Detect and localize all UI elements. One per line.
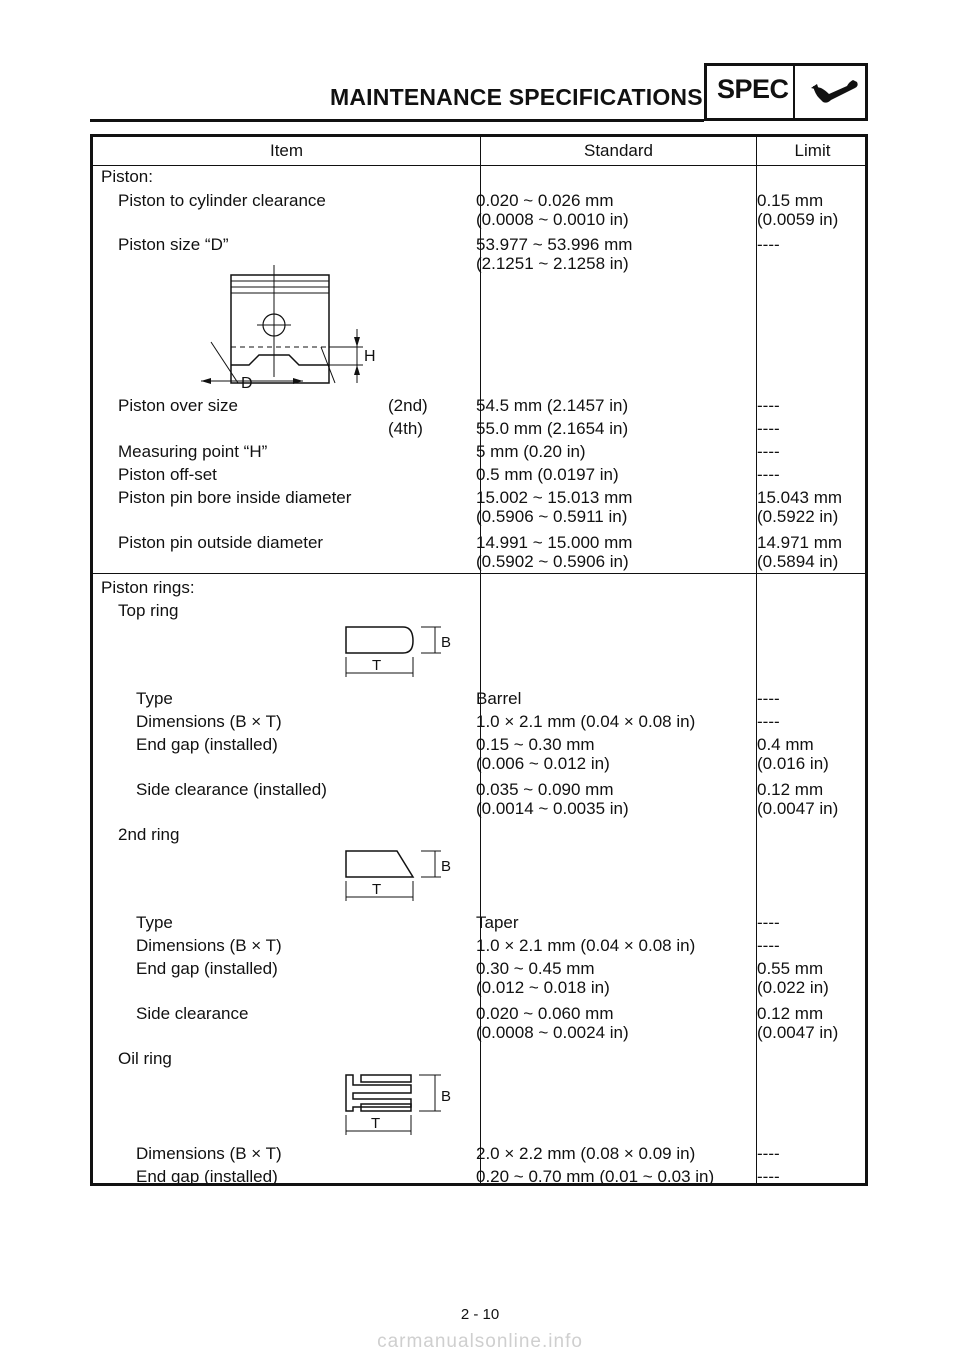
- top-ring-type-std: Barrel: [476, 689, 522, 708]
- piston-clearance-limit-in: (0.0059 in): [757, 210, 839, 229]
- piston-heading: Piston:: [101, 167, 153, 186]
- top-ring-label-t: T: [372, 657, 382, 674]
- piston-size-label: Piston size “D”: [118, 235, 229, 254]
- pin-bore-std: 15.002 ~ 15.013 mm: [476, 488, 633, 507]
- pin-od-std: 14.991 ~ 15.000 mm: [476, 533, 633, 552]
- top-ring-type-label: Type: [136, 689, 173, 708]
- second-ring-endgap-limit: 0.55 mm: [757, 959, 824, 978]
- oil-ring-label-b: B: [441, 1088, 452, 1105]
- piston-clearance-limit: 0.15 mm: [757, 191, 824, 210]
- page-title: MAINTENANCE SPECIFICATIONS: [330, 84, 703, 110]
- oil-ring-endgap-limit: ----: [757, 1167, 780, 1186]
- top-ring-endgap-std: 0.15 ~ 0.30 mm: [476, 735, 595, 754]
- piston-size-limit: ----: [757, 235, 780, 254]
- spec-badge-divider: [793, 66, 795, 118]
- top-ring-side-std-in: (0.0014 ~ 0.0035 in): [476, 799, 629, 818]
- title-rule: [90, 119, 704, 122]
- second-ring-type-label: Type: [136, 913, 173, 932]
- top-ring-dims-label: Dimensions (B × T): [136, 712, 282, 731]
- section-rule: [93, 573, 865, 574]
- second-ring-type-std: Taper: [476, 913, 519, 932]
- piston-clearance-label: Piston to cylinder clearance: [118, 191, 326, 210]
- pin-bore-limit-in: (0.5922 in): [757, 507, 839, 526]
- top-ring-endgap-limit: 0.4 mm: [757, 735, 814, 754]
- top-ring-side-std: 0.035 ~ 0.090 mm: [476, 780, 614, 799]
- piston-diagram: [193, 257, 393, 392]
- measuring-point-limit: ----: [757, 442, 780, 461]
- wrench-icon: [809, 78, 861, 108]
- piston-size-std-in: (2.1251 ~ 2.1258 in): [476, 254, 629, 273]
- piston-clearance-std-in: (0.0008 ~ 0.0010 in): [476, 210, 629, 229]
- piston-clearance-std: 0.020 ~ 0.026 mm: [476, 191, 614, 210]
- top-ring-type-limit: ----: [757, 689, 780, 708]
- piston-oversize-limit1: ----: [757, 396, 780, 415]
- column-header-standard: Standard: [584, 141, 653, 160]
- top-ring-diagram: [341, 623, 461, 679]
- pin-od-limit: 14.971 mm: [757, 533, 843, 552]
- rings-heading: Piston rings:: [101, 578, 195, 597]
- piston-oversize-std2: 55.0 mm (2.1654 in): [476, 419, 629, 438]
- second-ring-endgap-label: End gap (installed): [136, 959, 278, 978]
- top-ring-endgap-std-in: (0.006 ~ 0.012 in): [476, 754, 610, 773]
- second-ring-dims-label: Dimensions (B × T): [136, 936, 282, 955]
- pin-od-limit-in: (0.5894 in): [757, 552, 839, 571]
- top-ring-label: Top ring: [118, 601, 179, 620]
- second-ring-label-t: T: [372, 881, 382, 898]
- piston-offset-std: 0.5 mm (0.0197 in): [476, 465, 619, 484]
- diagram-label-h: H: [364, 348, 376, 365]
- oil-ring-diagram: [341, 1071, 461, 1141]
- second-ring-side-limit-in: (0.0047 in): [757, 1023, 839, 1042]
- second-ring-side-limit: 0.12 mm: [757, 1004, 824, 1023]
- oil-ring-label: Oil ring: [118, 1049, 172, 1068]
- oil-ring-dims-std: 2.0 × 2.2 mm (0.08 × 0.09 in): [476, 1144, 696, 1163]
- piston-offset-label: Piston off-set: [118, 465, 217, 484]
- top-ring-dims-std: 1.0 × 2.1 mm (0.04 × 0.08 in): [476, 712, 696, 731]
- second-ring-dims-limit: ----: [757, 936, 780, 955]
- piston-oversize-label: Piston over size: [118, 396, 238, 415]
- second-ring-endgap-std-in: (0.012 ~ 0.018 in): [476, 978, 610, 997]
- top-ring-side-limit: 0.12 mm: [757, 780, 824, 799]
- second-ring-side-std-in: (0.0008 ~ 0.0024 in): [476, 1023, 629, 1042]
- oil-ring-endgap-label: End gap (installed): [136, 1167, 278, 1186]
- column-header-item: Item: [269, 141, 304, 160]
- diagram-label-d: D: [241, 375, 253, 392]
- second-ring-label-b: B: [441, 858, 452, 875]
- second-ring-diagram: [341, 847, 461, 903]
- piston-size-std: 53.977 ~ 53.996 mm: [476, 235, 633, 254]
- watermark: carmanualsonline.info: [377, 1331, 583, 1352]
- top-ring-endgap-limit-in: (0.016 in): [757, 754, 829, 773]
- second-ring-type-limit: ----: [757, 913, 780, 932]
- top-ring-side-label: Side clearance (installed): [136, 780, 327, 799]
- top-ring-side-limit-in: (0.0047 in): [757, 799, 839, 818]
- piston-oversize-std1: 54.5 mm (2.1457 in): [476, 396, 629, 415]
- pin-bore-limit: 15.043 mm: [757, 488, 843, 507]
- second-ring-endgap-limit-in: (0.022 in): [757, 978, 829, 997]
- piston-oversize-limit2: ----: [757, 419, 780, 438]
- top-ring-label-b: B: [441, 634, 452, 651]
- oil-ring-dims-label: Dimensions (B × T): [136, 1144, 282, 1163]
- piston-oversize-sub2: (4th): [388, 419, 423, 438]
- spec-table: [90, 134, 868, 1186]
- piston-offset-limit: ----: [757, 465, 780, 484]
- measuring-point-label: Measuring point “H”: [118, 442, 268, 461]
- spec-badge: [704, 63, 868, 121]
- page-number: 2 - 10: [460, 1306, 500, 1323]
- second-ring-endgap-std: 0.30 ~ 0.45 mm: [476, 959, 595, 978]
- second-ring-side-std: 0.020 ~ 0.060 mm: [476, 1004, 614, 1023]
- column-header-limit: Limit: [794, 141, 831, 160]
- pin-bore-std-in: (0.5906 ~ 0.5911 in): [476, 507, 628, 526]
- oil-ring-dims-limit: ----: [757, 1144, 780, 1163]
- oil-ring-endgap-std: 0.20 ~ 0.70 mm (0.01 ~ 0.03 in): [476, 1167, 715, 1186]
- second-ring-dims-std: 1.0 × 2.1 mm (0.04 × 0.08 in): [476, 936, 696, 955]
- piston-oversize-sub1: (2nd): [388, 396, 428, 415]
- pin-od-std-in: (0.5902 ~ 0.5906 in): [476, 552, 629, 571]
- top-ring-endgap-label: End gap (installed): [136, 735, 278, 754]
- page-header: [0, 0, 960, 130]
- second-ring-label: 2nd ring: [118, 825, 180, 844]
- spec-badge-label: SPEC: [717, 74, 789, 104]
- measuring-point-std: 5 mm (0.20 in): [476, 442, 586, 461]
- pin-bore-label: Piston pin bore inside diameter: [118, 488, 352, 507]
- top-ring-dims-limit: ----: [757, 712, 780, 731]
- oil-ring-label-t: T: [371, 1115, 381, 1132]
- pin-od-label: Piston pin outside diameter: [118, 533, 324, 552]
- second-ring-side-label: Side clearance: [136, 1004, 249, 1023]
- header-rule: [93, 165, 865, 166]
